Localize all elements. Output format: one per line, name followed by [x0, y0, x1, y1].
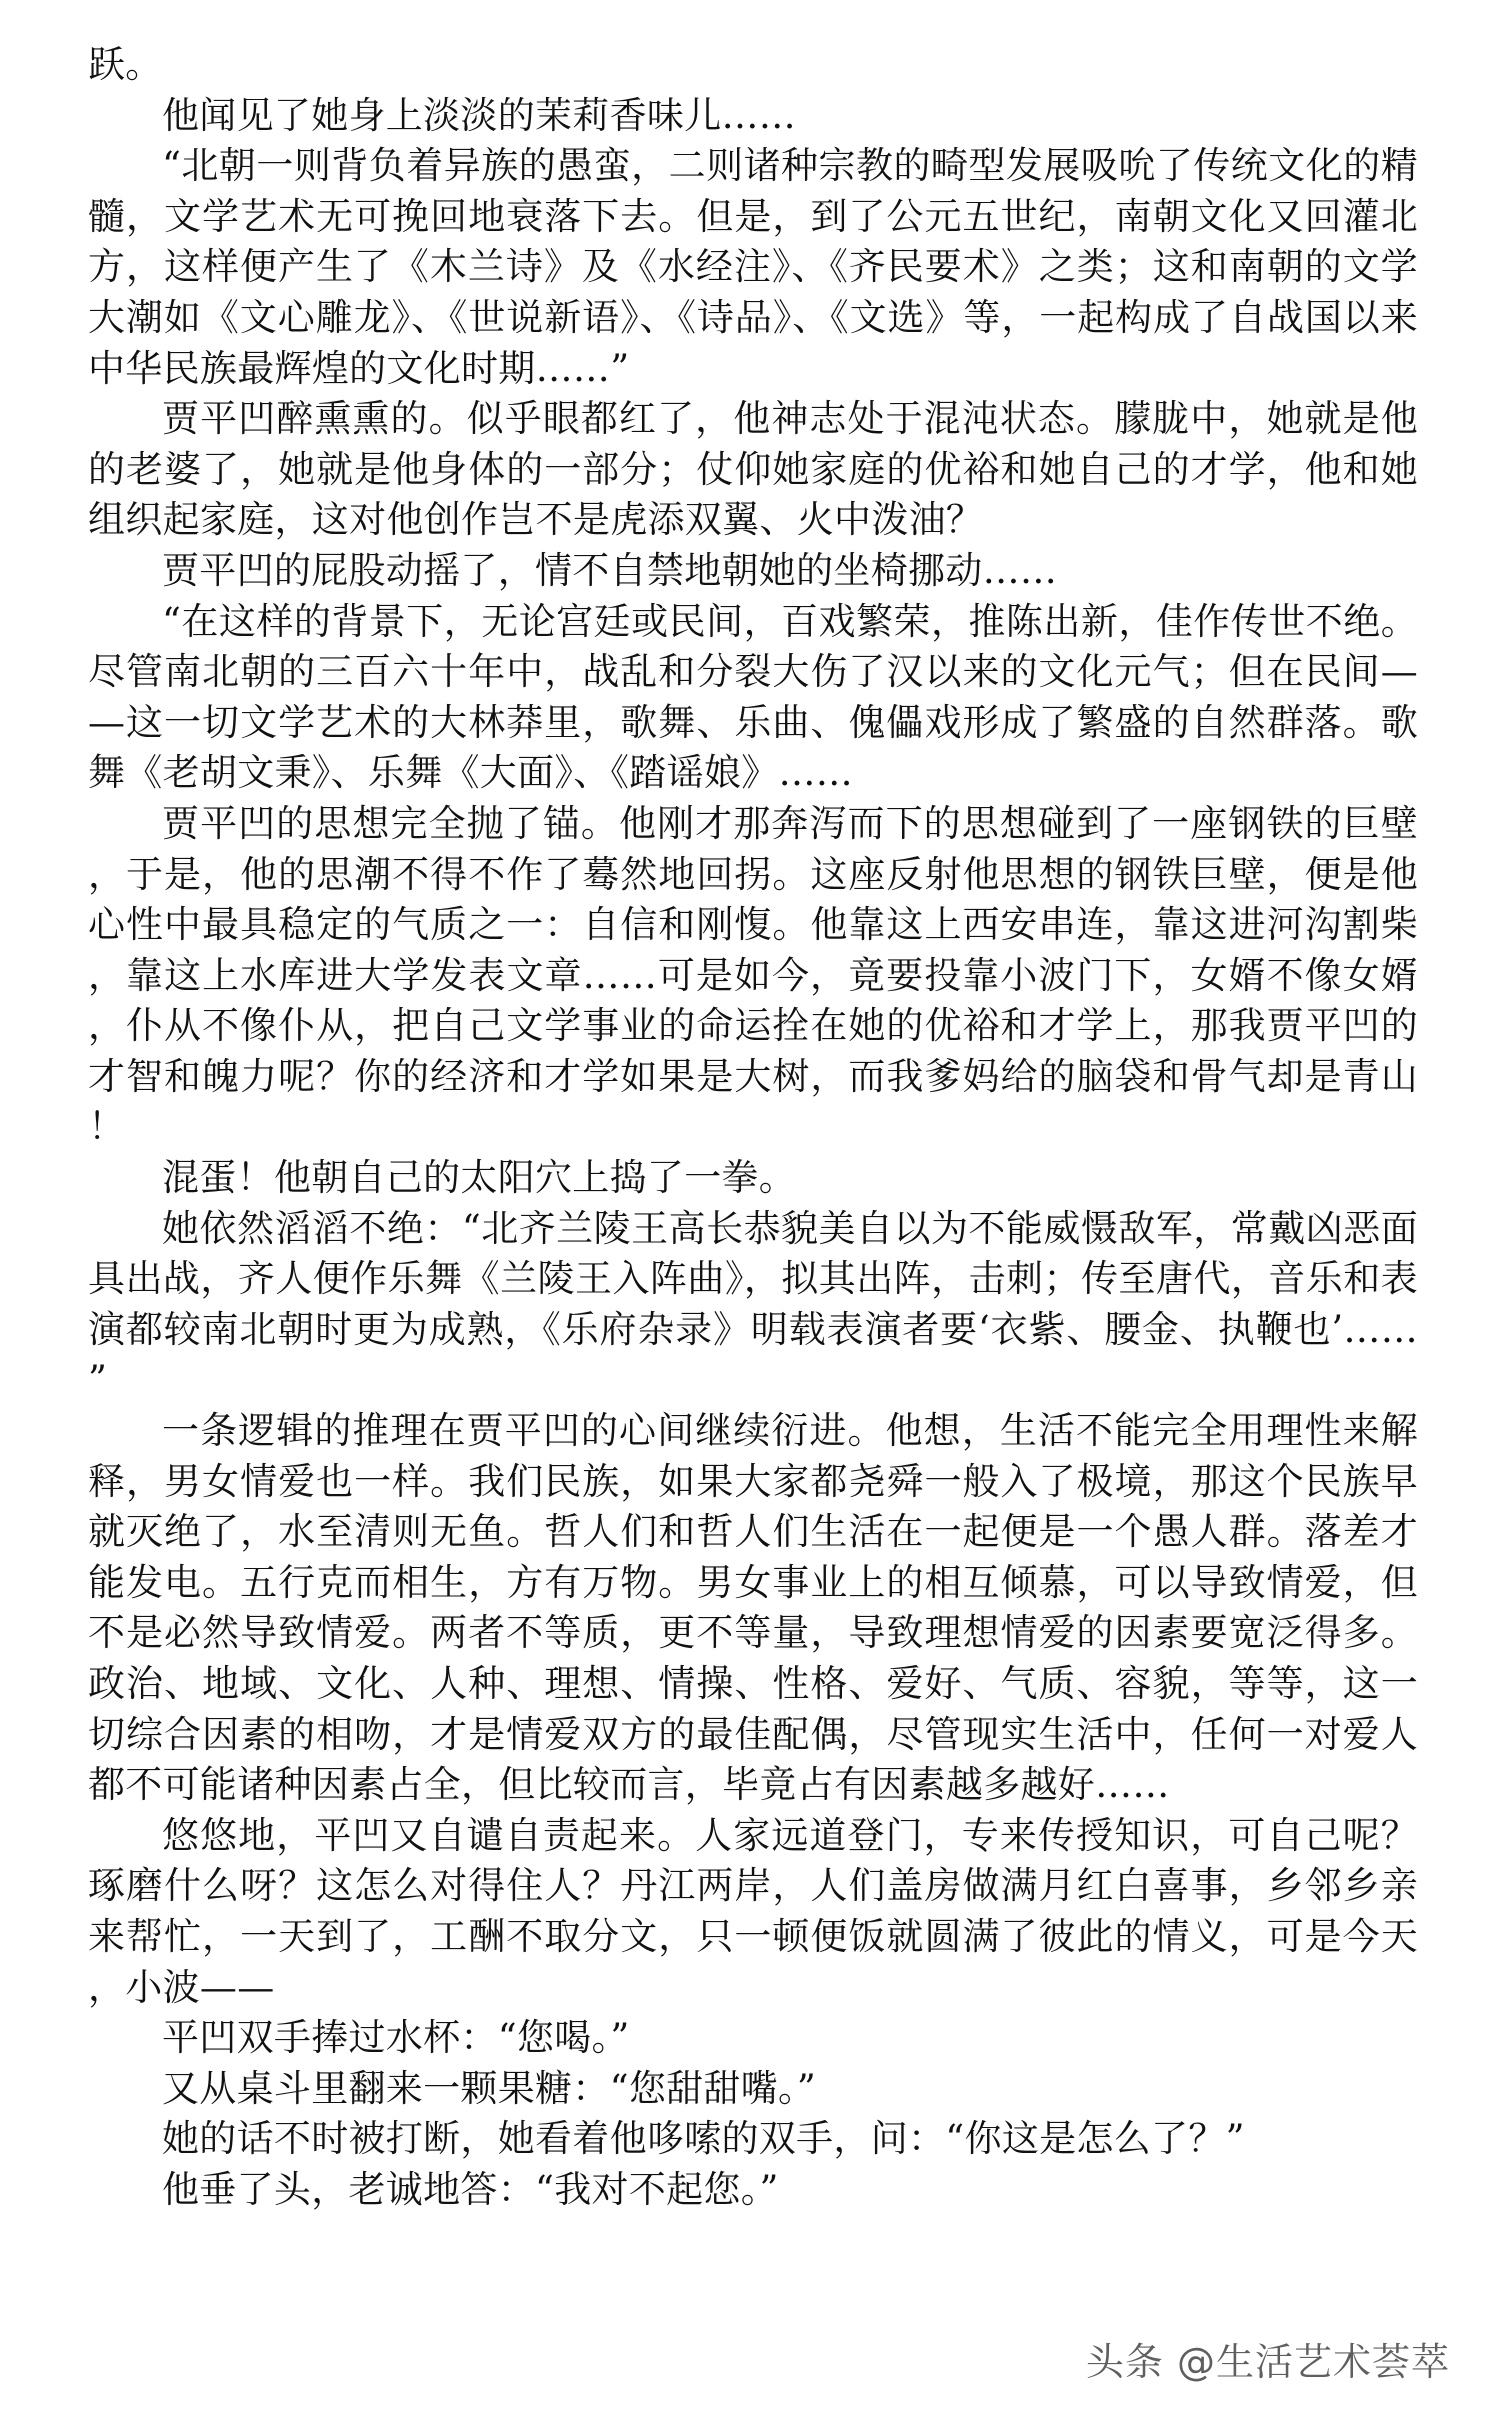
paragraph: 跃。 [88, 43, 163, 86]
paragraph: 混蛋！他朝自己的太阳穴上捣了一拳。 [162, 1156, 797, 1200]
paragraph: 贾平凹的屁股动摇了，情不自禁地朝她的坐椅挪动…… [162, 548, 1058, 592]
paragraph: 又从桌斗里翻来一颗果糖：“您甜甜嘴。” [162, 2066, 817, 2110]
paragraph: 他闻见了她身上淡淡的茉莉香味儿…… [162, 93, 797, 137]
paragraph: 贾平凹的思想完全抛了锚。他刚才那奔泻而下的思想碰到了一座钢铁的巨壁，于是，他的思潮不得不作了蓦然地回拐。这座反射他思想的钢铁巨壁，便是他心性中最具稳定的气质之一：自信和刚愎。他靠这上西安串连，靠这进河沟割柴，靠这上水库进大学发表文章……可是如今，竟要投靠小波门下，女婿不像女婿，仆从不像仆从，把自己文学事业的命运拴在她的优裕和才学上，那我贾平凹的才智和魄力呢？你的经济和才学如果是大树，而我爹妈给的脑袋和骨气却是青山！ [88, 801, 1418, 1149]
paragraph: 一条逻辑的推理在贾平凹的心间继续衍进。他想，生活不能完全用理性来解释，男女情爱也一样。我们民族，如果大家都尧舜一般入了极境，那这个民族早就灭绝了，水至清则无鱼。哲人们和哲人们生活在一起便是一个愚人群。落差才能发电。五行克而相生，方有万物。男女事业上的相互倾慕，可以导致情爱，但不是必然导致情爱。两者不等质，更不等量，导致理想情爱的因素要宽泛得多。政治、地域、文化、人种、理想、情操、性格、爱好、气质、容貌，等等，这一切综合因素的相吻，才是情爱双方的最佳配偶，尽管现实生活中，任何一对爱人都不可能诸种因素占全，但比较而言，毕竟占有因素越多越好…… [88, 1409, 1418, 1807]
paragraph: “北朝一则背负着异族的愚蛮，二则诸种宗教的畸型发展吸吮了传统文化的精髓，文学艺术无可挽回地衰落下去。但是，到了公元五世纪，南朝文化又回灌北方，这样便产生了《木兰诗》及《水经注》、《齐民要术》之类；这和南朝的文学大潮如《文心雕龙》、《世说新语》、《诗品》、《文选》等，一起构成了自战国以来中华民族最辉煌的文化时期……” [88, 144, 1418, 390]
paragraph: “在这样的背景下，无论宫廷或民间，百戏繁荣，推陈出新，佳作传世不绝。尽管南北朝的三百六十年中，战乱和分裂大伤了汉以来的文化元气；但在民间——这一切文学艺术的大林莽里，歌舞、乐曲、傀儡戏形成了繁盛的自然群落。歌舞《老胡文秉》、乐舞《大面》、《踏谣娘》…… [88, 599, 1418, 795]
paragraph: 她的话不时被打断，她看着他哆嗦的双手，问：“你这是怎么了？” [162, 2117, 1245, 2161]
paragraph: 他垂了头，老诚地答：“我对不起您。” [162, 2167, 779, 2211]
paragraph: 她依然滔滔不绝：“北齐兰陵王高长恭貌美自以为不能威慑敌军，常戴凶恶面具出战，齐人便作乐舞《兰陵王入阵曲》，拟其出阵，击刺；传至唐代，音乐和表演都较南北朝时更为成熟，《乐府杂录》明载表演者要‘衣紫、腰金、执鞭也’……” [88, 1206, 1418, 1402]
paragraph: 贾平凹醉熏熏的。似乎眼都红了，他神志处于混沌状态。朦胧中，她就是他的老婆了，她就是他身体的一部分；仗仰她家庭的优裕和她自己的才学，他和她组织起家庭，这对他创作岂不是虎添双翼、火中泼油？ [88, 397, 1418, 542]
paragraph: 平凹双手捧过水杯：“您喝。” [162, 2016, 630, 2060]
watermark: 头条 @生活艺术荟萃 [1085, 2340, 1450, 2384]
paragraph: 悠悠地，平凹又自谴自责起来。人家远道登门，专来传授知识，可自己呢？琢磨什么呀？这怎么对得住人？丹江两岸，人们盖房做满月红白喜事，乡邻乡亲来帮忙，一天到了，工酬不取分文，只一顿便饭就圆满了彼此的情义，可是今天，小波—— [88, 1813, 1418, 2009]
document-body [88, 40, 1418, 2216]
